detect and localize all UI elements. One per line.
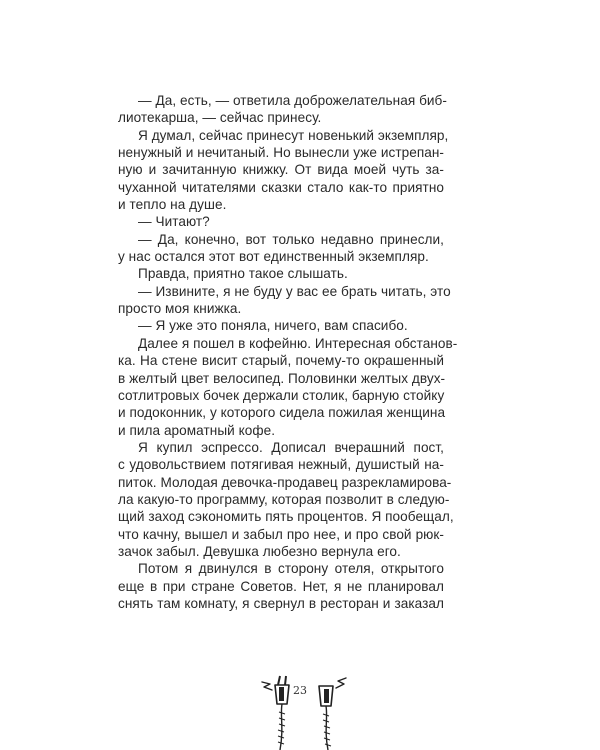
text-line: Я купил эспрессо. Дописал вчерашний пост, [138, 439, 444, 455]
text-line: — Да, есть, — ответила доброжелательная биб- [138, 93, 447, 108]
book-page-text [118, 92, 458, 612]
text-line: с удовольствием потягивая нежный, душистый на- [118, 457, 444, 473]
text-line: и тепло на душе. [118, 197, 227, 213]
text-line: — Я уже это поняла, ничего, вам спасибо. [138, 318, 408, 334]
text-line: сотлитровых бочек держали столик, барную стойку [118, 387, 445, 403]
text-line: у нас остался этот вот единственный экземпляр. [118, 249, 429, 265]
text-line: снять там комнату, я свернул в ресторан и заказал [118, 595, 444, 611]
text-line: Правда, приятно такое слышать. [138, 266, 348, 282]
text-line: лиотекарша, — сейчас принесу. [118, 110, 322, 126]
electric-plug-right-icon [310, 668, 350, 750]
page-footer [230, 668, 370, 750]
text-line: щий заход сэкономить пять процентов. Я пообещал, [118, 509, 454, 525]
text-line: — Читают? [138, 214, 210, 230]
text-line: еще в при стране Советов. Нет, я не планировал [118, 578, 444, 594]
electric-plug-left-icon [258, 668, 298, 750]
text-line: Потом я двинулся в сторону отеля, открытого [138, 561, 444, 577]
text-line: и пила ароматный кофе. [118, 422, 276, 438]
text-line: ненужный и нечитаный. Но вынесли уже истрепан- [118, 145, 444, 161]
text-line: Далее я пошел в кофейню. Интересная обстанов- [138, 335, 458, 351]
text-line: чуханной читателями сказки стало как-то приятно [118, 179, 444, 195]
text-line: Я думал, сейчас принесут новенький экземпляр, [138, 127, 449, 143]
text-line: — Да, конечно, вот только недавно принесли, [138, 231, 444, 247]
text-line: питок. Молодая девочка-продавец разрекламирова- [118, 474, 452, 490]
text-line: ную и зачитанную книжку. От вида моей чуть за- [118, 162, 444, 178]
page-number: 23 [293, 684, 307, 697]
text-line: и подоконник, у которого сидела пожилая женщина [118, 405, 446, 421]
text-line: зачок забыл. Девушка любезно вернула его. [118, 543, 401, 559]
text-line: что качну, вышел и забыл про нее, и про свой рюк- [118, 526, 444, 542]
text-line: ла какую-то программу, которая позволит в следую- [118, 491, 450, 507]
text-line: в желтый цвет велосипед. Половинки желтых двух- [118, 370, 446, 386]
text-line: ка. На стене висит старый, почему-то окрашенный [118, 353, 444, 369]
text-line: просто моя книжка. [118, 301, 242, 317]
text-line: — Извините, я не буду у вас ее брать читать, это [138, 283, 451, 299]
